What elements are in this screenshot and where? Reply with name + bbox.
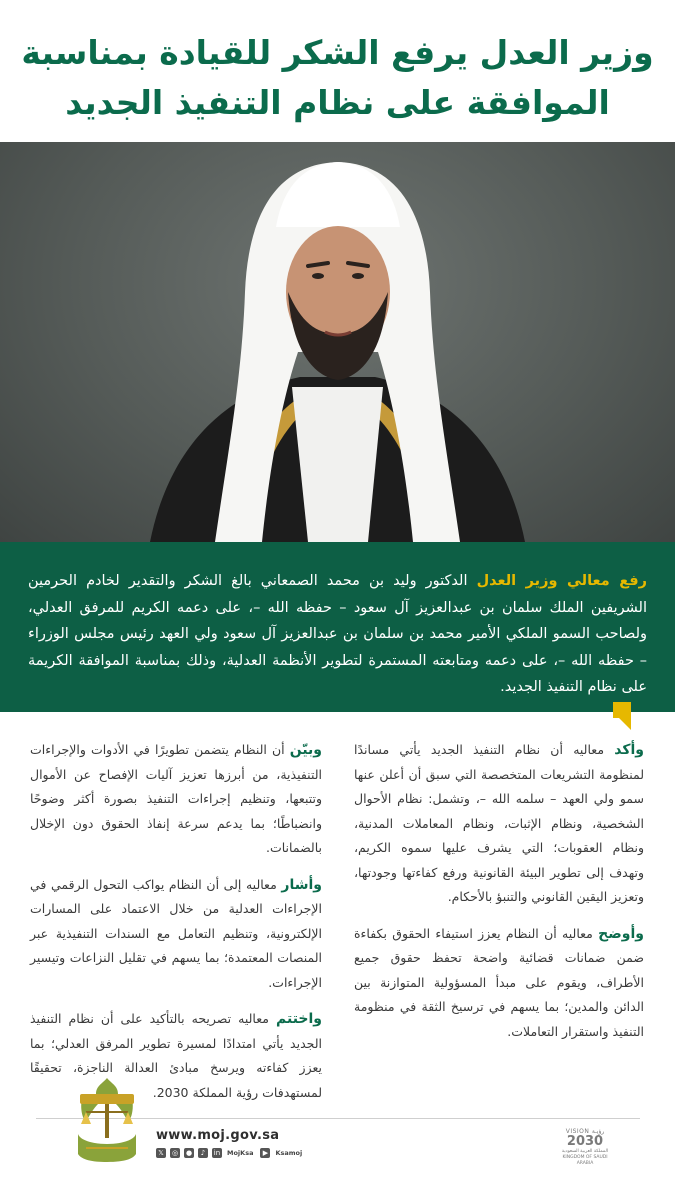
x-icon[interactable]: 𝕏 bbox=[156, 1148, 166, 1158]
paragraph-keyword: وأكد bbox=[614, 742, 644, 758]
social-handle-ksamoj: Ksamoj bbox=[275, 1149, 303, 1157]
paragraph-text: معاليه أن نظام التنفيذ الجديد يأتي مساندًا لمنظومة التشريعات المتخصصة التي سبق أن أعلن عنها سمو ولي العهد – سلمه الله –، وتشمل: نظام الأحوال الشخصية، ونظام الإثبات، ونظام المعاملات المدنية، ونظام العقوبات؛ التي يشرف عليها سموه الكريم، وتهدف إلى تطوير البيئة القانونية ورفع كفاءتها وجودتها، وتعزيز اليقين القانوني والتنبؤ بالأحكام. bbox=[354, 742, 644, 904]
social-handle-mojksa: MojKsa bbox=[227, 1149, 254, 1157]
vision-2030-logo bbox=[560, 1128, 610, 1166]
linkedin-icon[interactable]: in bbox=[213, 1149, 221, 1157]
left-column bbox=[30, 738, 322, 1117]
youtube-icon[interactable]: ▶ bbox=[260, 1148, 270, 1158]
paragraph-clarified bbox=[354, 922, 644, 1045]
paragraph-keyword: وأشار bbox=[281, 876, 322, 893]
snapchat-icon[interactable]: ● bbox=[185, 1149, 193, 1157]
social-links bbox=[156, 1148, 305, 1158]
paragraph-keyword: واختتم bbox=[276, 1011, 322, 1027]
website-url[interactable]: www.moj.gov.sa bbox=[156, 1128, 280, 1143]
paragraph-text: معاليه تصريحه بالتأكيد على أن نظام التنفيذ الجديد يأتي امتدادًا لمسيرة تطوير المرفق العدلي؛ بما يعزز كفاءته ويرسخ مبادئ العدالة الناجزة، تحقيقًا لمستهدفات رؤية المملكة 2030. bbox=[30, 1011, 322, 1100]
instagram-icon[interactable]: ◎ bbox=[171, 1149, 179, 1157]
paragraph-explained bbox=[30, 738, 322, 861]
vision-label: VISION رؤيـة bbox=[565, 1128, 605, 1135]
paragraph-indicated bbox=[30, 873, 322, 996]
intro-panel bbox=[0, 542, 675, 712]
paragraph-affirmed bbox=[354, 738, 644, 910]
intro-body: الدكتور وليد بن محمد الصمعاني بالغ الشكر والتقدير لخادم الحرمين الشريفين الملك سلمان بن عبدالعزيز آل سعود – حفظه الله –، على دعمه الكريم للمرفق العدلي، ولصاحب السمو الملكي الأمير محمد بن سلمان بن عبدالعزيز آل سعود ولي العهد رئيس مجلس الوزراء – حفظه الله –، على دعمه ومتابعته المستمرة لتطوير الأنظمة العدلية، وذلك بمناسبة الموافقة الكريمة على نظام التنفيذ الجديد. bbox=[28, 573, 647, 695]
right-column bbox=[354, 738, 644, 1056]
intro-lead: رفع معالي وزير العدل bbox=[476, 573, 647, 589]
paragraph-keyword: وبيّن bbox=[289, 742, 322, 758]
quote-mark-icon bbox=[609, 702, 633, 730]
headline-line-1: وزير العدل يرفع الشكر للقيادة بمناسبة bbox=[21, 33, 654, 72]
tiktok-icon[interactable]: ♪ bbox=[198, 1148, 208, 1158]
vision-subtitle: المملكة العربية السعودية KINGDOM OF SAUDI ARABIA bbox=[561, 1149, 609, 1166]
ministry-logo bbox=[72, 1074, 142, 1164]
headline-line-2: الموافقة على نظام التنفيذ الجديد bbox=[65, 83, 610, 122]
minister-portrait bbox=[0, 142, 675, 542]
minister-photo bbox=[0, 142, 675, 542]
headline bbox=[0, 28, 675, 128]
paragraph-text: معاليه أن النظام يعزز استيفاء الحقوق بكفاءة ضمن ضمانات قضائية واضحة تحفظ حقوق جميع الأطراف، ويقوم على مبدأ المسؤولية المتوازنة بين الدائن والمدين؛ بما يسهم في ترسيخ الثقة في منظومة التنفيذ واستقرار التعاملات. bbox=[354, 925, 644, 1039]
vision-year: 2030 bbox=[566, 1134, 604, 1149]
paragraph-text: معاليه إلى أن النظام يواكب التحول الرقمي في الإجراءات العدلية من خلال الاعتماد على المسارات الإلكترونية، وتنظيم التعامل مع السندات التنفيذية عبر المنصات المعتمدة؛ بما يسهم في تقليل النزاعات وتيسير الإجراءات. bbox=[30, 876, 322, 990]
paragraph-text: أن النظام يتضمن تطويرًا في الأدوات والإجراءات التنفيذية، من أبرزها تعزيز آليات الإفصاح عن الأموال وتتبعها، وتنظيم إجراءات التنفيذ بصورة أكثر وضوحًا وانضباطًا؛ بما يدعم سرعة إنفاذ الحقوق دون الإخلال بالضمانات. bbox=[30, 742, 322, 855]
paragraph-keyword: وأوضح bbox=[598, 925, 644, 942]
